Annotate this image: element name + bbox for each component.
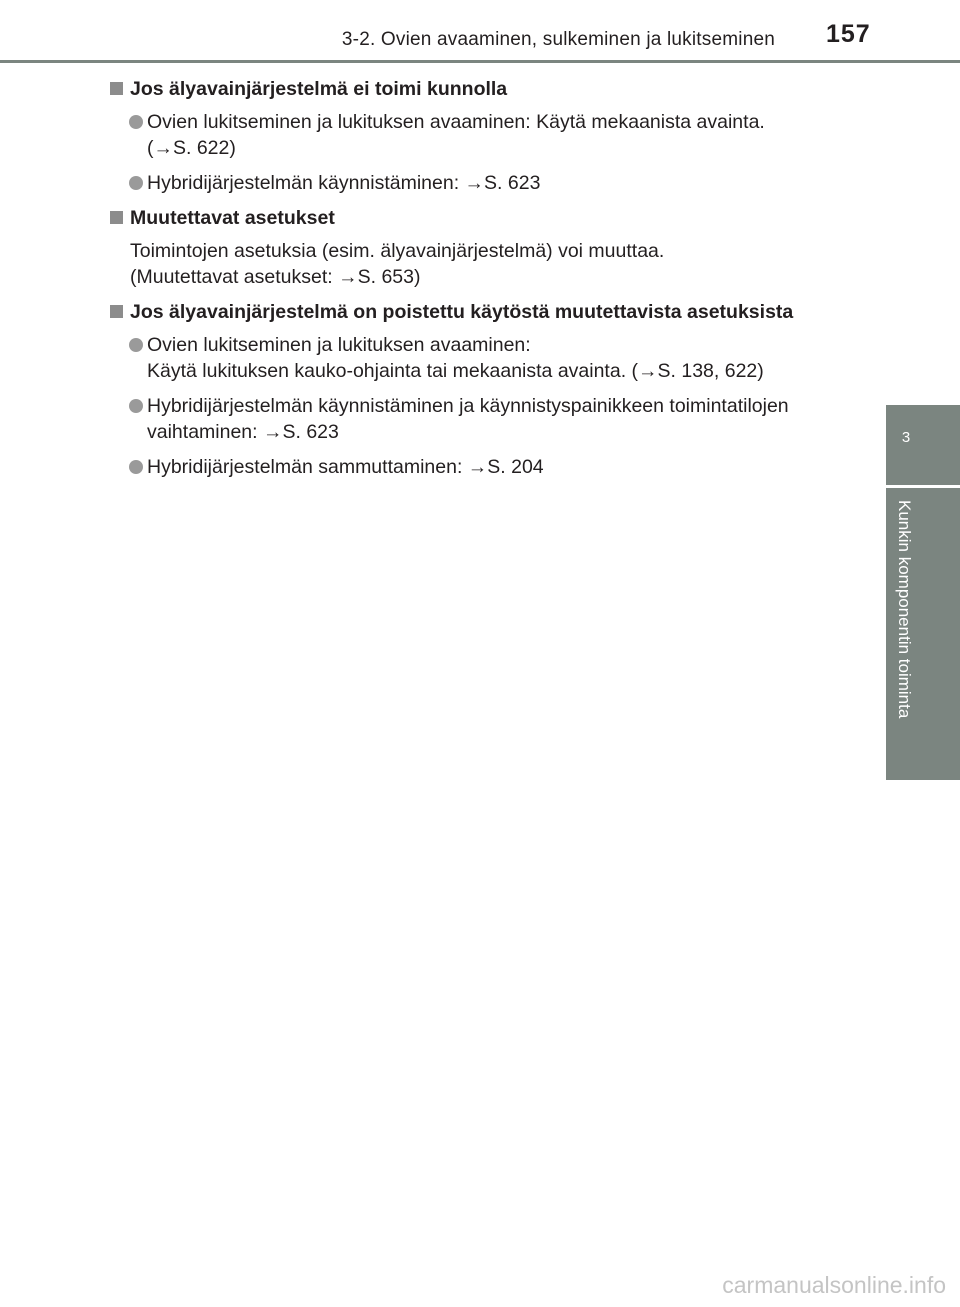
square-bullet-icon <box>110 305 123 318</box>
list-item: Ovien lukitseminen ja lukituksen avaaminen: Käytä lukituksen kauko-ohjainta tai mekaanista avainta. (→S. 138, 622) <box>110 332 846 384</box>
side-tab-label: Kunkin komponentin toiminta <box>895 500 914 719</box>
side-tab-number: 3 <box>901 429 911 446</box>
page-content <box>110 76 846 489</box>
square-bullet-icon <box>110 211 123 224</box>
list-item: Ovien lukitseminen ja lukituksen avaaminen: Käytä mekaanista avainta. (→S. 622) <box>110 109 846 161</box>
list-item: Hybridijärjestelmän käynnistäminen: →S. 623 <box>110 170 846 196</box>
section-heading: Muutettavat asetukset <box>110 205 846 231</box>
section-heading: Jos älyavainjärjestelmä ei toimi kunnolla <box>110 76 846 102</box>
circle-bullet-icon <box>129 338 143 352</box>
chapter-title: 3-2. Ovien avaaminen, sulkeminen ja lukitseminen <box>341 29 775 50</box>
page-header <box>0 0 960 64</box>
page-number: 157 <box>826 20 871 48</box>
circle-bullet-icon <box>129 176 143 190</box>
section-heading: Jos älyavainjärjestelmä on poistettu käytöstä muutettavista asetuksista <box>110 299 846 325</box>
header-rule <box>0 60 960 63</box>
chapter-side-tab <box>886 405 960 780</box>
circle-bullet-icon <box>129 115 143 129</box>
list-item: Hybridijärjestelmän käynnistäminen ja käynnistyspainikkeen toimintatilojen vaihtaminen: →S. 623 <box>110 393 846 445</box>
paragraph: Toimintojen asetuksia (esim. älyavainjärjestelmä) voi muuttaa. (Muutettavat asetukset: →S. 653) <box>130 240 665 288</box>
circle-bullet-icon <box>129 460 143 474</box>
circle-bullet-icon <box>129 399 143 413</box>
square-bullet-icon <box>110 82 123 95</box>
list-item: Hybridijärjestelmän sammuttaminen: →S. 204 <box>110 454 846 480</box>
watermark: carmanualsonline.info <box>722 1272 946 1298</box>
side-tab-divider <box>886 485 960 488</box>
